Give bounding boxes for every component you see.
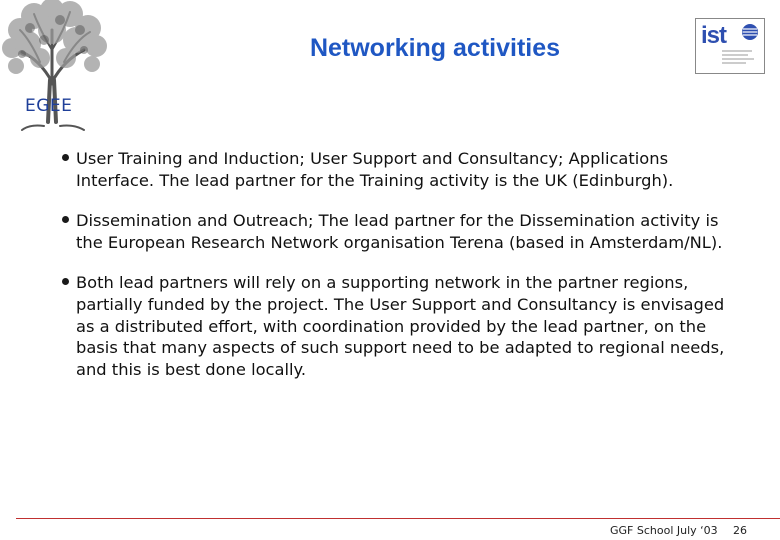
bullet-icon bbox=[62, 154, 69, 161]
bullet-list bbox=[62, 148, 742, 399]
page-number: 26 bbox=[733, 524, 747, 537]
footer-divider bbox=[16, 518, 780, 519]
list-item bbox=[62, 148, 742, 191]
ist-logo-label: ist bbox=[701, 22, 727, 49]
ist-tagline-graphic bbox=[722, 48, 758, 68]
bullet-text: Dissemination and Outreach; The lead partner for the Dissemination activity is the European Research Network organisation Terena (based in Amsterdam/NL). bbox=[76, 211, 723, 252]
globe-icon bbox=[741, 23, 759, 41]
list-item bbox=[62, 272, 742, 380]
slide-title: Networking activities bbox=[309, 34, 561, 62]
list-item bbox=[62, 210, 742, 253]
egee-logo-label: EGEE bbox=[25, 96, 73, 116]
bullet-text: Both lead partners will rely on a supporting network in the partner regions, partially funded by the project. The User Support and Consultancy is envisaged as a distributed effort, with coordination provided by the lead partner, on the basis that many aspects of such support need to be adapted to regional needs, and this is best done locally. bbox=[76, 273, 725, 379]
bullet-icon bbox=[62, 216, 69, 223]
bullet-icon bbox=[62, 278, 69, 285]
ist-logo bbox=[695, 18, 765, 74]
egee-logo bbox=[0, 0, 112, 132]
bullet-text: User Training and Induction; User Support and Consultancy; Applications Interface. The lead partner for the Training activity is the UK (Edinburgh). bbox=[76, 149, 674, 190]
footer-event: GGF School July ‘03 bbox=[610, 524, 718, 537]
